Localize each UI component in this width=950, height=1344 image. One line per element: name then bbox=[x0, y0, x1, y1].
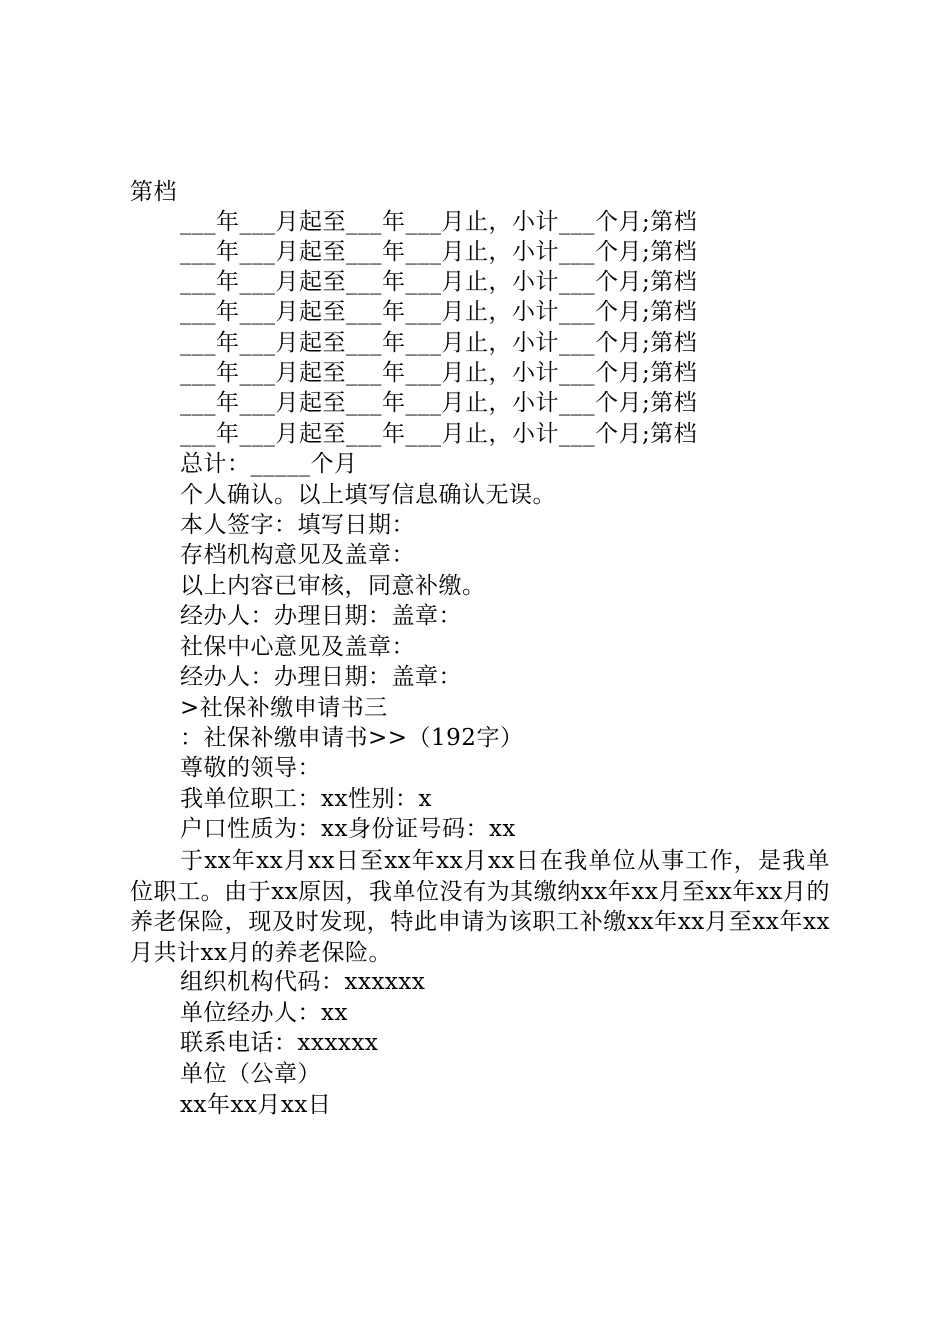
unit-seal-line: 单位（公章） bbox=[180, 1061, 321, 1087]
hukou-line: 户口性质为：xx身份证号码：xx bbox=[180, 816, 516, 842]
org-code-line: 组织机构代码：xxxxxx bbox=[180, 969, 426, 995]
body-paragraph: 于xx年xx月xx日至xx年xx月xx日在我单位从事工作，是我单位职工。由于xx原因，我单位没有为其缴纳xx年xx月至xx年xx月的养老保险，现及时发现，特此申请为该职工补缴xx年xx月至xx年xx月共计xx月的养老保险。 bbox=[130, 848, 830, 966]
section-subtitle: ：社保补缴申请书>>（192字） bbox=[180, 725, 524, 751]
period-row: ___年___月起至___年___月止，小计___个月;第档 bbox=[180, 209, 698, 235]
period-row: ___年___月起至___年___月止，小计___个月;第档 bbox=[180, 360, 698, 386]
signature-line: 本人签字：填写日期： bbox=[180, 512, 415, 538]
employee-line: 我单位职工：xx性别：x bbox=[180, 786, 432, 812]
period-row: ___年___月起至___年___月止，小计___个月;第档 bbox=[180, 390, 698, 416]
total-line: 总计：_____个月 bbox=[180, 451, 358, 477]
period-row: ___年___月起至___年___月止，小计___个月;第档 bbox=[180, 269, 698, 295]
section-title: >社保补缴申请书三 bbox=[180, 695, 388, 721]
social-center-opinion: 社保中心意见及盖章： bbox=[180, 634, 415, 660]
period-row: ___年___月起至___年___月止，小计___个月;第档 bbox=[180, 299, 698, 325]
period-row: ___年___月起至___年___月止，小计___个月;第档 bbox=[180, 330, 698, 356]
greeting: 尊敬的领导： bbox=[180, 755, 321, 781]
personal-confirm: 个人确认。以上填写信息确认无误。 bbox=[180, 482, 556, 508]
handler-line: 经办人：办理日期：盖章： bbox=[180, 603, 462, 629]
phone-line: 联系电话：xxxxxx bbox=[180, 1030, 379, 1056]
unit-handler-line: 单位经办人：xx bbox=[180, 1000, 348, 1026]
period-row: ___年___月起至___年___月止，小计___个月;第档 bbox=[180, 421, 698, 447]
handler-line: 经办人：办理日期：盖章： bbox=[180, 664, 462, 690]
period-row: ___年___月起至___年___月止，小计___个月;第档 bbox=[180, 239, 698, 265]
date-line: xx年xx月xx日 bbox=[180, 1092, 332, 1118]
approved-line: 以上内容已审核，同意补缴。 bbox=[180, 573, 486, 599]
top-label: 第档 bbox=[130, 179, 177, 205]
archive-opinion: 存档机构意见及盖章： bbox=[180, 542, 415, 568]
